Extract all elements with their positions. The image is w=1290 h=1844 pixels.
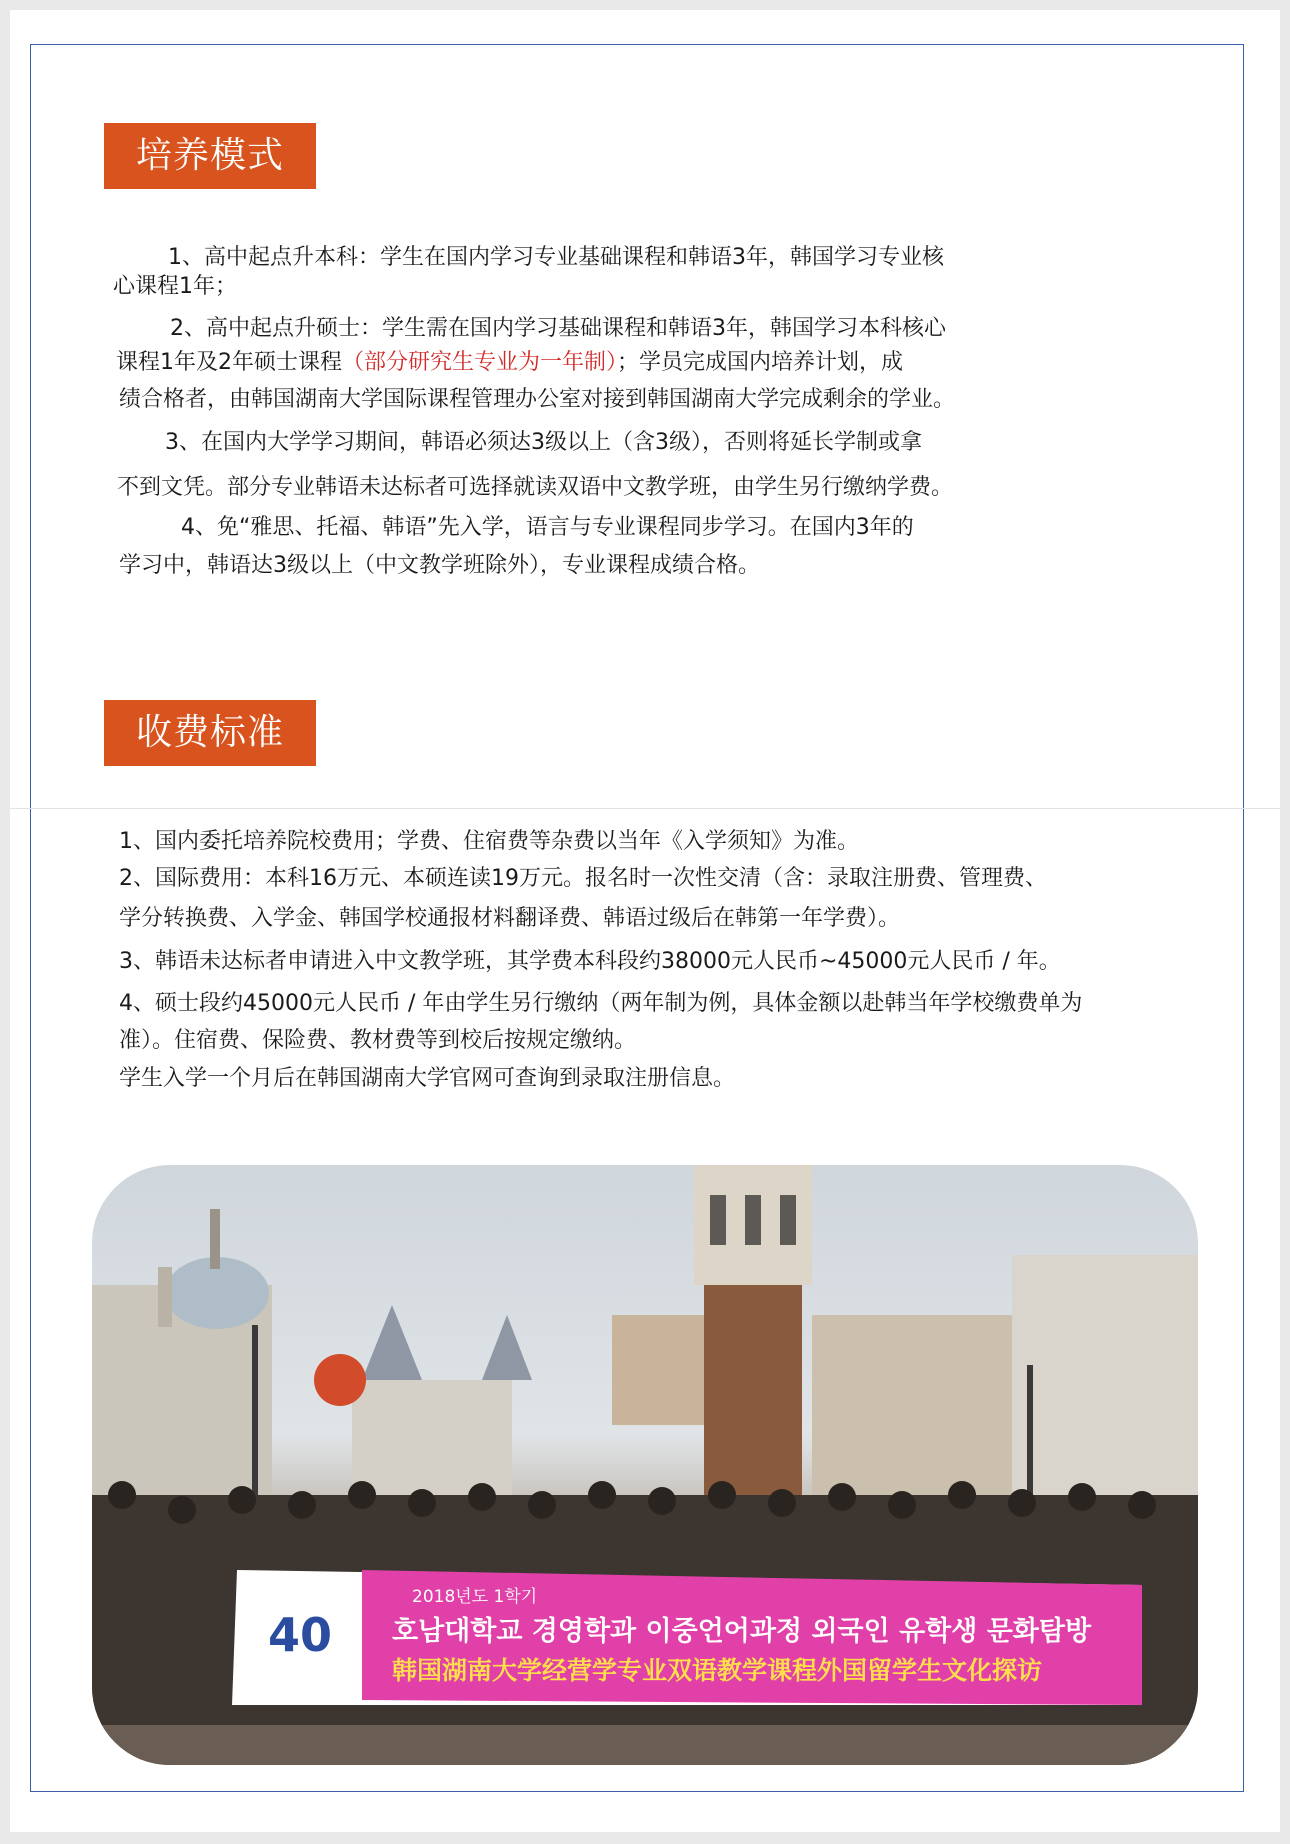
section-heading-fee-standard: 收费标准 [104,700,316,766]
fee-line-5: 4、硕士段约45000元人民币 / 年由学生另行缴纳（两年制为例，具体金额以赴韩当年学校缴费单为 [119,991,1083,1016]
fee-line-4: 3、韩语未达标者申请进入中文教学班，其学费本科段约38000元人民币~45000元人民币 / 年。 [119,949,1061,974]
right-gallery-building [1012,1255,1198,1525]
fee-line-1: 1、国内委托培养院校费用；学费、住宿费等杂费以当年《入学须知》为准。 [119,829,859,854]
anniversary-logo: 40 [267,1608,333,1662]
training-item-2-text: 课程1年及2年硕士课程 [116,350,342,375]
fee-line-7: 学生入学一个月后在韩国湖南大学官网可查询到录取注册信息。 [119,1066,736,1091]
tower-window [780,1195,796,1245]
minaret [158,1267,172,1327]
tower-window [710,1195,726,1245]
training-item-4-line-1: 4、免“雅思、托福、韩语”先入学，语言与专业课程同步学习。在国内3年的 [181,515,914,540]
fee-line-2: 2、国际费用：本科16万元、本硕连读19万元。报名时一次性交清（含：录取注册费、管理费、 [119,866,1047,891]
dome-spire [210,1209,220,1269]
fee-line-3: 学分转换费、入学金、韩国学校通报材料翻译费、韩语过级后在韩第一年学费）。 [119,906,901,931]
group-photo [92,1165,1198,1765]
tower-window [745,1195,761,1245]
divider [10,808,1280,809]
training-item-1-line-2: 心课程1年； [113,274,237,299]
castle-roof-2 [482,1315,532,1380]
highlight-note: （部分研究生专业为一年制） [342,350,618,375]
ground [92,1725,1198,1765]
training-item-2-line-1: 2、高中起点升硕士：学生需在国内学习基础课程和韩语3年，韩国学习本科核心 [170,316,946,341]
training-item-2-line-3: 绩合格者，由韩国湖南大学国际课程管理办公室对接到韩国湖南大学完成剩余的学业。 [119,387,956,412]
banner-line-3: 韩国湖南大学经营学专业双语教学课程外国留学生文化探访 [392,1656,1043,1685]
training-item-3-line-2: 不到文凭。部分专业韩语未达标者可选择就读双语中文教学班，由学生另行缴纳学费。 [117,475,954,500]
fee-line-6: 准）。住宿费、保险费、教材费等到校后按规定缴纳。 [119,1028,637,1053]
tulip-sculpture [314,1354,366,1406]
group-photo-illustration [92,1165,1198,1765]
training-item-4-line-2: 学习中，韩语达3级以上（中文教学班除外），专业课程成绩合格。 [119,553,760,578]
page [10,10,1280,1832]
banner-line-1: 2018년도 1학기 [412,1587,538,1607]
section-heading-training-mode: 培养模式 [104,123,316,189]
training-item-1-line-1: 1、高中起点升本科：学生在国内学习专业基础课程和韩语3年，韩国学习专业核 [168,245,944,270]
training-item-3-line-1: 3、在国内大学学习期间，韩语必须达3级以上（含3级），否则将延长学制或拿 [165,430,922,455]
training-item-2-line-2 [116,348,903,378]
castle-roof [362,1305,422,1380]
training-item-2-text-post: ；学员完成国内培养计划，成 [617,350,904,375]
banner-line-2: 호남대학교 경영학과 이중언어과정 외국인 유학생 문화탐방 [392,1616,1092,1647]
